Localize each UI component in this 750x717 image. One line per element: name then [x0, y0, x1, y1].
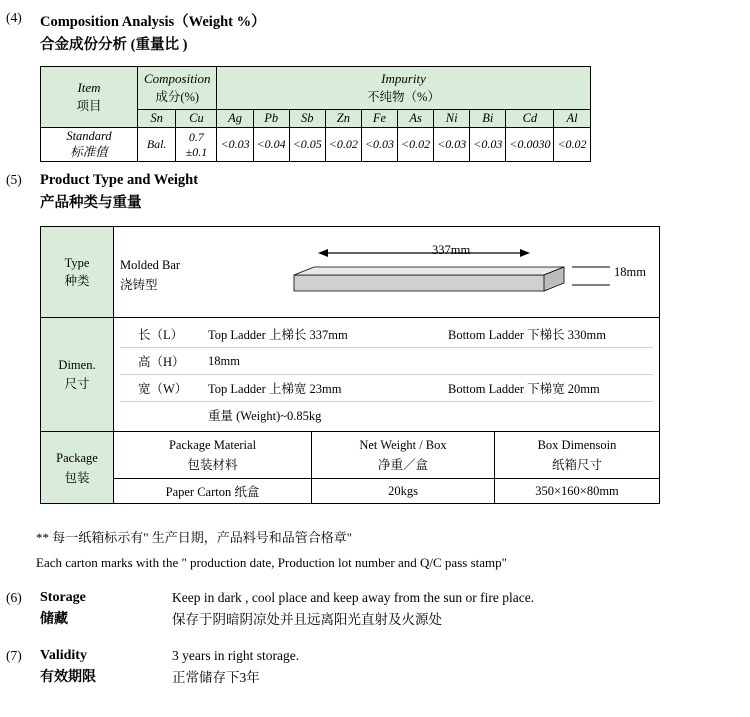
product-table-wrapper [40, 226, 750, 504]
package-value-netweight: 20kgs [312, 479, 495, 504]
header-impurity-cell [217, 67, 590, 110]
section-number-5: (5) [6, 172, 22, 188]
col-pb: Pb [253, 110, 289, 128]
section-storage [0, 590, 750, 606]
package-value-boxdim: 350×160×80mm [495, 479, 660, 504]
package-value-material: Paper Carton 纸盒 [114, 479, 312, 504]
header-item-cell [41, 67, 138, 128]
label-dimension-cn: 尺寸 [64, 376, 90, 391]
value-pb: <0.04 [253, 128, 289, 162]
col-ag: Ag [217, 110, 253, 128]
value-ni: <0.03 [434, 128, 470, 162]
col-as: As [398, 110, 434, 128]
col-fe: Fe [361, 110, 397, 128]
dimension-row-width [120, 375, 653, 402]
value-cu-line2: ±0.1 [185, 144, 208, 159]
carton-notes [36, 526, 750, 575]
package-header-material [114, 432, 312, 479]
header-impurity-cn: 不纯物（%） [367, 90, 440, 104]
col-al: Al [554, 110, 590, 128]
table-row-type [41, 227, 660, 318]
type-value-cn: 浇铸型 [120, 278, 158, 293]
dimension-row-weight [120, 402, 653, 428]
package-header-boxdim-cn: 纸箱尺寸 [551, 458, 602, 473]
value-sb: <0.05 [289, 128, 325, 162]
section-label-validity-cn: 有效期限 [40, 669, 96, 685]
dimension-list-cell [114, 318, 660, 432]
section-composition [0, 10, 750, 54]
value-fe: <0.03 [361, 128, 397, 162]
label-type-cn: 种类 [64, 274, 90, 289]
table-row-header-1 [41, 67, 591, 110]
col-sb: Sb [289, 110, 325, 128]
label-type [41, 227, 114, 318]
section-text-validity-cn: 正常储存下3年 [172, 669, 260, 685]
section-validity-cn [0, 666, 750, 686]
bar-length-label: 337mm [432, 243, 471, 258]
type-illustration-cell [114, 227, 660, 318]
package-header-boxdim [495, 432, 660, 479]
value-al: <0.02 [554, 128, 590, 162]
section-title-product-en: Product Type and Weight [40, 172, 199, 189]
product-table [40, 226, 660, 504]
section-number-4: (4) [6, 10, 22, 25]
dimension-key-width: 宽（W） [138, 382, 188, 397]
package-header-material-cn: 包装材料 [187, 458, 238, 473]
section-text-validity-en: 3 years in right storage. [172, 647, 300, 663]
col-cu: Cu [176, 110, 217, 128]
composition-table-wrapper [40, 66, 750, 162]
col-zn: Zn [325, 110, 361, 128]
value-as: <0.02 [398, 128, 434, 162]
package-header-netweight-en: Net Weight / Box [359, 438, 447, 453]
header-composition-cn: 成分(%) [155, 90, 200, 104]
composition-table [40, 66, 591, 162]
header-composition-en: Composition [144, 71, 211, 86]
dimension-row-length [120, 321, 653, 348]
dimension-height-value: 18mm [208, 353, 240, 368]
package-header-material-en: Package Material [168, 438, 257, 453]
dimension-top-length: Top Ladder 上梯长 337mm [208, 328, 348, 343]
section-text-storage-cn: 保存于阴暗阴凉处并且远离阳光直射及火源处 [172, 611, 442, 627]
label-dimension-en: Dimen. [58, 358, 96, 372]
label-dimension [41, 318, 114, 432]
header-composition-cell [138, 67, 217, 110]
value-sn: Bal. [138, 128, 176, 162]
col-ni: Ni [434, 110, 470, 128]
section-number-7: (7) [6, 647, 22, 663]
label-type-en: Type [64, 255, 90, 270]
dimension-bottom-length: Bottom Ladder 下梯长 330mm [448, 328, 606, 343]
section-label-storage-cn: 储藏 [40, 611, 68, 627]
table-row-package-values [41, 479, 660, 504]
section-title-product-cn: 产品种类与重量 [40, 195, 142, 212]
section-label-validity-en: Validity [40, 647, 87, 663]
validity-spacer [0, 666, 40, 686]
type-value [120, 255, 180, 295]
value-cd: <0.0030 [506, 128, 554, 162]
section-label-storage-en: Storage [40, 589, 86, 605]
dimension-key-length: 长（L） [138, 328, 184, 343]
label-package-cn: 包装 [64, 470, 90, 485]
dimension-bottom-width: Bottom Ladder 下梯宽 20mm [448, 382, 600, 397]
value-cu-line1: 0.7 [188, 129, 204, 144]
document-page [0, 10, 750, 717]
value-bi: <0.03 [470, 128, 506, 162]
col-bi: Bi [470, 110, 506, 128]
value-cu [176, 128, 217, 162]
carton-note-cn: ** 每一纸箱标示有" 生产日期，产品料号和品管合格章" [36, 530, 353, 546]
table-row-standard [41, 128, 591, 162]
section-number-6: (6) [6, 589, 22, 605]
dimension-row-height [120, 348, 653, 375]
package-header-netweight-cn: 净重／盒 [377, 458, 428, 473]
section-title-composition-cn: 合金成份分析 (重量比 ) [40, 37, 188, 53]
package-header-boxdim-en: Box Dimensoin [537, 438, 617, 453]
section-title-composition-en: Composition Analysis（Weight %） [40, 14, 266, 30]
section-storage-cn [0, 608, 750, 628]
table-row-dimension [41, 318, 660, 432]
row-label-standard-en: Standard [66, 129, 112, 143]
section-validity [0, 648, 750, 664]
row-label-standard [41, 128, 138, 162]
col-cd: Cd [506, 110, 554, 128]
bar-thickness-label: 18mm [614, 265, 646, 280]
type-value-en: Molded Bar [120, 258, 181, 273]
package-header-netweight [312, 432, 495, 479]
header-item-en: Item [77, 80, 101, 95]
dimension-weight-value: 重量 (Weight)~0.85kg [208, 409, 322, 424]
label-package-en: Package [56, 450, 98, 465]
value-zn: <0.02 [325, 128, 361, 162]
bar-diagram [214, 229, 634, 315]
header-impurity-en: Impurity [381, 71, 426, 86]
label-package [41, 432, 114, 504]
value-ag: <0.03 [217, 128, 253, 162]
section-product [0, 172, 750, 212]
row-label-standard-cn: 标准值 [70, 144, 108, 159]
section-text-storage-en: Keep in dark , cool place and keep away from the sun or fire place. [172, 589, 535, 605]
dimension-top-width: Top Ladder 上梯宽 23mm [208, 382, 342, 397]
table-row-package-header [41, 432, 660, 479]
dimension-key-height: 高（H） [138, 355, 185, 370]
header-item-cn: 项目 [76, 99, 102, 113]
storage-spacer [0, 608, 40, 628]
col-sn: Sn [138, 110, 176, 128]
carton-note-en: Each carton marks with the " production date, Production lot number and Q/C pass stamp" [36, 554, 507, 570]
